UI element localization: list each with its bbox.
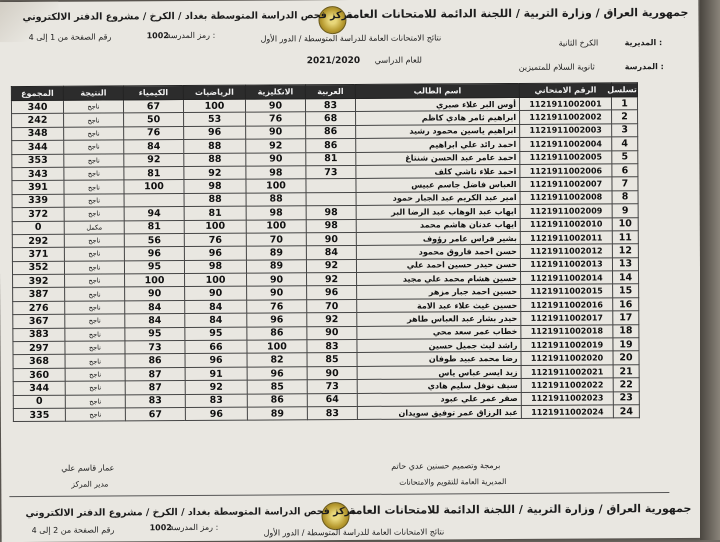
academic-year-label: للعام الدراسي bbox=[374, 55, 422, 65]
row-english: 90 bbox=[246, 126, 306, 140]
row-chemistry: 92 bbox=[124, 153, 184, 167]
row-chemistry: 87 bbox=[125, 381, 185, 395]
row-chemistry: 90 bbox=[125, 287, 185, 301]
row-result: ناجح bbox=[64, 113, 124, 127]
row-chemistry: 83 bbox=[125, 394, 185, 408]
row-english: 92 bbox=[246, 139, 306, 153]
row-english: 88 bbox=[246, 193, 306, 207]
row-math: 96 bbox=[185, 407, 247, 421]
row-result: ناجح bbox=[65, 341, 125, 355]
row-total: 353 bbox=[12, 154, 64, 168]
director-name: عمار قاسم علي bbox=[61, 463, 115, 473]
row-result: ناجح bbox=[65, 368, 125, 382]
row-total: 339 bbox=[12, 194, 64, 208]
row-exam-number: 1121911002008 bbox=[520, 191, 612, 205]
table-row bbox=[13, 405, 639, 422]
row-math: 92 bbox=[184, 166, 246, 180]
row-chemistry: 95 bbox=[125, 327, 185, 341]
row-result: ناجح bbox=[65, 314, 125, 328]
row-student-name: رضا محمد عبيد طوفان bbox=[357, 352, 521, 366]
row-exam-number: 1121911002009 bbox=[520, 204, 612, 218]
row-arabic bbox=[306, 179, 356, 193]
row-chemistry bbox=[124, 193, 184, 207]
next-page-label: رقم الصفحة من 2 إلى 4 bbox=[31, 525, 115, 535]
row-math: 90 bbox=[185, 287, 247, 301]
row-exam-number: 1121911002024 bbox=[521, 405, 613, 419]
row-arabic: 86 bbox=[306, 139, 356, 153]
row-exam-number: 1121911002017 bbox=[521, 311, 613, 325]
row-math: 98 bbox=[184, 260, 246, 274]
row-seq: 5 bbox=[612, 150, 638, 164]
row-student-name: أوس البر علاء صبري bbox=[355, 97, 519, 111]
row-result: ناجح bbox=[64, 140, 124, 154]
row-total: 0 bbox=[12, 221, 64, 235]
row-total: 242 bbox=[12, 114, 64, 128]
row-exam-number: 1121911002005 bbox=[520, 150, 612, 164]
director-title: مدير المركز bbox=[71, 479, 109, 489]
row-student-name: صقر عمر علي عبود bbox=[357, 392, 521, 406]
row-english: 89 bbox=[246, 246, 306, 260]
row-english: 96 bbox=[247, 367, 307, 381]
row-total: 0 bbox=[13, 395, 65, 409]
row-english: 89 bbox=[246, 259, 306, 273]
row-total: 392 bbox=[13, 274, 65, 288]
row-math: 81 bbox=[184, 206, 246, 220]
row-arabic bbox=[306, 192, 356, 206]
row-seq: 10 bbox=[612, 217, 638, 231]
row-student-name: راشد ليث جميل حسين bbox=[357, 338, 521, 352]
row-exam-number: 1121911002004 bbox=[520, 137, 612, 151]
row-result: ناجح bbox=[64, 180, 124, 194]
row-exam-number: 1121911002019 bbox=[521, 338, 613, 352]
row-arabic: 83 bbox=[305, 98, 355, 112]
row-result: ناجح bbox=[65, 274, 125, 288]
row-math: 100 bbox=[183, 99, 245, 113]
row-student-name: حسن احمد فاروق محمود bbox=[356, 245, 520, 259]
row-chemistry: 96 bbox=[124, 247, 184, 261]
row-result: ناجح bbox=[65, 354, 125, 368]
row-chemistry: 67 bbox=[125, 407, 185, 421]
row-chemistry: 95 bbox=[124, 260, 184, 274]
row-student-name: ايهاب عدنان هاشم محمد bbox=[356, 218, 520, 232]
school-code: 1002 bbox=[146, 31, 169, 41]
row-exam-number: 1121911002015 bbox=[521, 284, 613, 298]
row-student-name: ايهاب عبد الوهاب عبد الرضا البر bbox=[356, 205, 520, 219]
row-arabic: 98 bbox=[306, 219, 356, 233]
row-arabic: 96 bbox=[307, 286, 357, 300]
row-exam-number: 1121911002010 bbox=[520, 217, 612, 231]
row-math: 96 bbox=[185, 354, 247, 368]
row-math: 53 bbox=[184, 113, 246, 127]
row-seq: 24 bbox=[613, 405, 639, 419]
row-english: 96 bbox=[247, 313, 307, 327]
row-math: 84 bbox=[185, 313, 247, 327]
row-exam-number: 1121911002014 bbox=[521, 271, 613, 285]
row-math: 91 bbox=[185, 367, 247, 381]
row-total: 371 bbox=[12, 248, 64, 262]
row-arabic: 73 bbox=[306, 165, 356, 179]
row-math: 100 bbox=[185, 273, 247, 287]
row-arabic: 90 bbox=[307, 366, 357, 380]
row-chemistry: 73 bbox=[125, 341, 185, 355]
row-total: 348 bbox=[12, 127, 64, 141]
row-student-name: ابراهيم ثامر هادي كاظم bbox=[356, 111, 520, 125]
row-result: ناجح bbox=[65, 328, 125, 342]
row-student-name: احمد رائد علي ابراهيم bbox=[356, 138, 520, 152]
row-seq: 13 bbox=[612, 257, 638, 271]
row-chemistry: 67 bbox=[123, 100, 183, 114]
row-english: 100 bbox=[246, 179, 306, 193]
row-arabic: 70 bbox=[307, 299, 357, 313]
row-total: 344 bbox=[13, 381, 65, 395]
row-english: 90 bbox=[247, 273, 307, 287]
row-seq: 3 bbox=[612, 124, 638, 138]
row-chemistry: 56 bbox=[124, 233, 184, 247]
row-math: 95 bbox=[185, 327, 247, 341]
row-english: 86 bbox=[247, 326, 307, 340]
row-math: 88 bbox=[184, 193, 246, 207]
row-english: 98 bbox=[246, 206, 306, 220]
next-school-code-label: رمز المدرسة : bbox=[169, 522, 219, 533]
row-student-name: حسين غيث علاء عبد الامة bbox=[357, 298, 521, 312]
row-exam-number: 1121911002001 bbox=[519, 97, 611, 111]
row-math: 83 bbox=[185, 394, 247, 408]
row-exam-number: 1121911002020 bbox=[521, 351, 613, 365]
row-chemistry: 81 bbox=[124, 166, 184, 180]
row-seq: 6 bbox=[612, 164, 638, 178]
row-seq: 17 bbox=[613, 311, 639, 325]
row-arabic: 85 bbox=[307, 353, 357, 367]
row-chemistry: 50 bbox=[124, 113, 184, 127]
row-exam-number: 1121911002022 bbox=[521, 378, 613, 392]
row-seq: 21 bbox=[613, 365, 639, 379]
row-total: 391 bbox=[12, 181, 64, 195]
page-divider bbox=[9, 492, 669, 497]
row-chemistry: 76 bbox=[124, 126, 184, 140]
row-arabic: 92 bbox=[306, 259, 356, 273]
results-table bbox=[11, 82, 640, 422]
row-math: 98 bbox=[184, 179, 246, 193]
next-ministry-title: جمهورية العراق / وزارة التربية / اللجنة الدائمة للامتحانات العامة bbox=[348, 501, 692, 518]
row-student-name: احمد عامر عبد الحسن شنتاغ bbox=[356, 151, 520, 165]
row-seq: 11 bbox=[612, 231, 638, 245]
row-student-name: العباس فاضل جاسم عبيس bbox=[356, 178, 520, 192]
row-student-name: بشير فراس عامر رؤوف bbox=[356, 231, 520, 245]
row-result: مكمل bbox=[64, 220, 124, 234]
row-total: 360 bbox=[13, 368, 65, 382]
row-total: 292 bbox=[12, 234, 64, 248]
row-result: ناجح bbox=[64, 167, 124, 181]
row-chemistry: 84 bbox=[125, 300, 185, 314]
row-seq: 8 bbox=[612, 190, 638, 204]
row-chemistry: 94 bbox=[124, 207, 184, 221]
row-math: 92 bbox=[185, 380, 247, 394]
ministry-title: جمهورية العراق / وزارة التربية / اللجنة الدائمة للامتحانات العامة bbox=[345, 5, 689, 22]
col-english: الانكليزية bbox=[245, 85, 305, 99]
row-student-name: حسين هشام محمد علي مجيد bbox=[357, 272, 521, 286]
row-result: ناجح bbox=[64, 261, 124, 275]
row-exam-number: 1121911002021 bbox=[521, 365, 613, 379]
row-result: ناجح bbox=[65, 408, 125, 422]
design-credit: برمجة وتصميم حسنين عدي حاتم bbox=[391, 461, 501, 471]
next-results-title: نتائج الامتحانات العامة للدراسة المتوسطة / الدور الأول bbox=[263, 527, 445, 538]
row-chemistry: 81 bbox=[124, 220, 184, 234]
row-total: 344 bbox=[12, 140, 64, 154]
row-english: 86 bbox=[247, 393, 307, 407]
row-english: 100 bbox=[247, 340, 307, 354]
row-result: ناجح bbox=[64, 153, 124, 167]
row-total: 372 bbox=[12, 207, 64, 221]
row-chemistry: 84 bbox=[125, 314, 185, 328]
directorate-label: المديرية : bbox=[624, 38, 663, 48]
row-result: ناجح bbox=[64, 194, 124, 208]
row-student-name: خطاب عمر سعد محي bbox=[357, 325, 521, 339]
col-arabic: العربية bbox=[305, 84, 355, 98]
school-value: ثانوية السلام للمتميزين bbox=[518, 62, 595, 72]
row-seq: 22 bbox=[613, 378, 639, 392]
row-arabic: 83 bbox=[307, 406, 357, 420]
academic-year: 2021/2020 bbox=[306, 55, 361, 67]
row-student-name: امير عبد الكريم عبد الجبار حمود bbox=[356, 191, 520, 205]
row-exam-number: 1121911002003 bbox=[520, 124, 612, 138]
row-result: ناجح bbox=[65, 394, 125, 408]
row-seq: 15 bbox=[613, 284, 639, 298]
row-math: 96 bbox=[184, 126, 246, 140]
row-arabic: 81 bbox=[306, 152, 356, 166]
row-arabic: 64 bbox=[307, 393, 357, 407]
row-exam-number: 1121911002007 bbox=[520, 177, 612, 191]
row-english: 82 bbox=[247, 353, 307, 367]
row-result: ناجح bbox=[64, 247, 124, 261]
col-total: المجموع bbox=[11, 86, 63, 100]
row-math: 100 bbox=[184, 220, 246, 234]
row-student-name: حسين احمد جبار مزهر bbox=[357, 285, 521, 299]
col-result: النتيجة bbox=[63, 86, 123, 100]
row-total: 352 bbox=[12, 261, 64, 275]
row-arabic: 92 bbox=[307, 273, 357, 287]
row-seq: 14 bbox=[613, 271, 639, 285]
row-seq: 23 bbox=[613, 391, 639, 405]
row-chemistry: 86 bbox=[125, 354, 185, 368]
row-exam-number: 1121911002018 bbox=[521, 325, 613, 339]
row-arabic: 90 bbox=[307, 326, 357, 340]
row-arabic: 84 bbox=[306, 246, 356, 260]
row-english: 98 bbox=[246, 166, 306, 180]
center-title: مركز فحص الدراسة المتوسطة بغداد / الكرخ / مشروع الدفتر الالكتروني bbox=[22, 9, 354, 23]
row-student-name: احمد علاء ناشي كلف bbox=[356, 164, 520, 178]
row-math: 96 bbox=[184, 246, 246, 260]
row-english: 76 bbox=[247, 300, 307, 314]
row-total: 367 bbox=[13, 314, 65, 328]
row-result: ناجح bbox=[64, 234, 124, 248]
page-label: رقم الصفحة من 1 إلى 4 bbox=[28, 32, 112, 42]
row-exam-number: 1121911002012 bbox=[520, 244, 612, 258]
row-seq: 18 bbox=[613, 324, 639, 338]
row-arabic: 98 bbox=[306, 206, 356, 220]
next-center-title: مركز فحص الدراسة المتوسطة بغداد / الكرخ / مشروع الدفتر الالكتروني bbox=[25, 505, 357, 519]
row-seq: 9 bbox=[612, 204, 638, 218]
row-english: 85 bbox=[247, 380, 307, 394]
background-edge bbox=[700, 0, 720, 540]
row-seq: 19 bbox=[613, 338, 639, 352]
row-english: 90 bbox=[245, 99, 305, 113]
row-student-name: ابراهيم ياسين محمود رشيد bbox=[356, 124, 520, 138]
school-label: المدرسة : bbox=[624, 62, 664, 72]
row-seq: 12 bbox=[612, 244, 638, 258]
directorate-credit: المديرية العامة للتقويم والامتحانات bbox=[399, 477, 507, 487]
row-english: 90 bbox=[246, 152, 306, 166]
row-seq: 7 bbox=[612, 177, 638, 191]
col-exam-number: الرقم الامتحاني bbox=[519, 83, 611, 98]
col-chemistry: الكيمياء bbox=[123, 86, 183, 100]
row-student-name: سيف نوفل سليم هادي bbox=[357, 379, 521, 393]
row-exam-number: 1121911002016 bbox=[521, 298, 613, 312]
row-english: 70 bbox=[246, 233, 306, 247]
row-math: 88 bbox=[184, 139, 246, 153]
row-result: ناجح bbox=[65, 287, 125, 301]
row-arabic: 90 bbox=[306, 232, 356, 246]
row-student-name: حيدر بشار عبد العباس طاهر bbox=[357, 312, 521, 326]
row-seq: 16 bbox=[613, 298, 639, 312]
row-student-name: حسن حيدر حسين احمد علي bbox=[356, 258, 520, 272]
row-math: 66 bbox=[185, 340, 247, 354]
row-student-name: زيد ايسر عباس ياس bbox=[357, 365, 521, 379]
row-seq: 1 bbox=[611, 97, 637, 111]
school-code-label: رمز المدرسة : bbox=[166, 30, 216, 41]
col-student-name: اسم الطالب bbox=[355, 83, 519, 98]
row-total: 276 bbox=[13, 301, 65, 315]
row-arabic: 92 bbox=[307, 313, 357, 327]
row-total: 335 bbox=[13, 408, 65, 422]
row-chemistry: 87 bbox=[125, 367, 185, 381]
row-arabic: 73 bbox=[307, 380, 357, 394]
row-total: 383 bbox=[13, 328, 65, 342]
row-chemistry: 84 bbox=[124, 140, 184, 154]
results-title: نتائج الامتحانات العامة للدراسة المتوسطة / الدور الأول bbox=[260, 33, 442, 44]
next-school-code: 1002 bbox=[149, 523, 172, 533]
row-math: 76 bbox=[184, 233, 246, 247]
row-exam-number: 1121911002011 bbox=[520, 231, 612, 245]
row-chemistry: 100 bbox=[125, 274, 185, 288]
col-math: الرياضيات bbox=[183, 85, 245, 99]
row-english: 89 bbox=[247, 407, 307, 421]
row-exam-number: 1121911002006 bbox=[520, 164, 612, 178]
row-total: 387 bbox=[13, 288, 65, 302]
row-result: ناجح bbox=[65, 381, 125, 395]
col-seq: تسلسل bbox=[611, 83, 637, 97]
row-exam-number: 1121911002013 bbox=[520, 258, 612, 272]
row-exam-number: 1121911002023 bbox=[521, 391, 613, 405]
directorate-value: الكرخ الثانية bbox=[558, 38, 599, 48]
row-seq: 4 bbox=[612, 137, 638, 151]
row-english: 100 bbox=[246, 219, 306, 233]
row-total: 297 bbox=[13, 341, 65, 355]
row-seq: 20 bbox=[613, 351, 639, 365]
row-result: ناجح bbox=[64, 127, 124, 141]
row-seq: 2 bbox=[612, 110, 638, 124]
row-total: 343 bbox=[12, 167, 64, 181]
row-math: 88 bbox=[184, 153, 246, 167]
row-student-name: عبد الرزاق عمر توفيق سويدان bbox=[357, 405, 521, 419]
row-result: ناجح bbox=[65, 301, 125, 315]
row-result: ناجح bbox=[64, 207, 124, 221]
row-arabic: 68 bbox=[306, 112, 356, 126]
row-arabic: 86 bbox=[306, 125, 356, 139]
row-math: 84 bbox=[185, 300, 247, 314]
row-result: ناجح bbox=[63, 100, 123, 114]
row-english: 90 bbox=[247, 286, 307, 300]
row-total: 368 bbox=[13, 355, 65, 369]
row-arabic: 83 bbox=[307, 339, 357, 353]
row-exam-number: 1121911002002 bbox=[520, 110, 612, 124]
row-total: 340 bbox=[11, 100, 63, 114]
row-chemistry: 100 bbox=[124, 180, 184, 194]
row-english: 76 bbox=[246, 112, 306, 126]
